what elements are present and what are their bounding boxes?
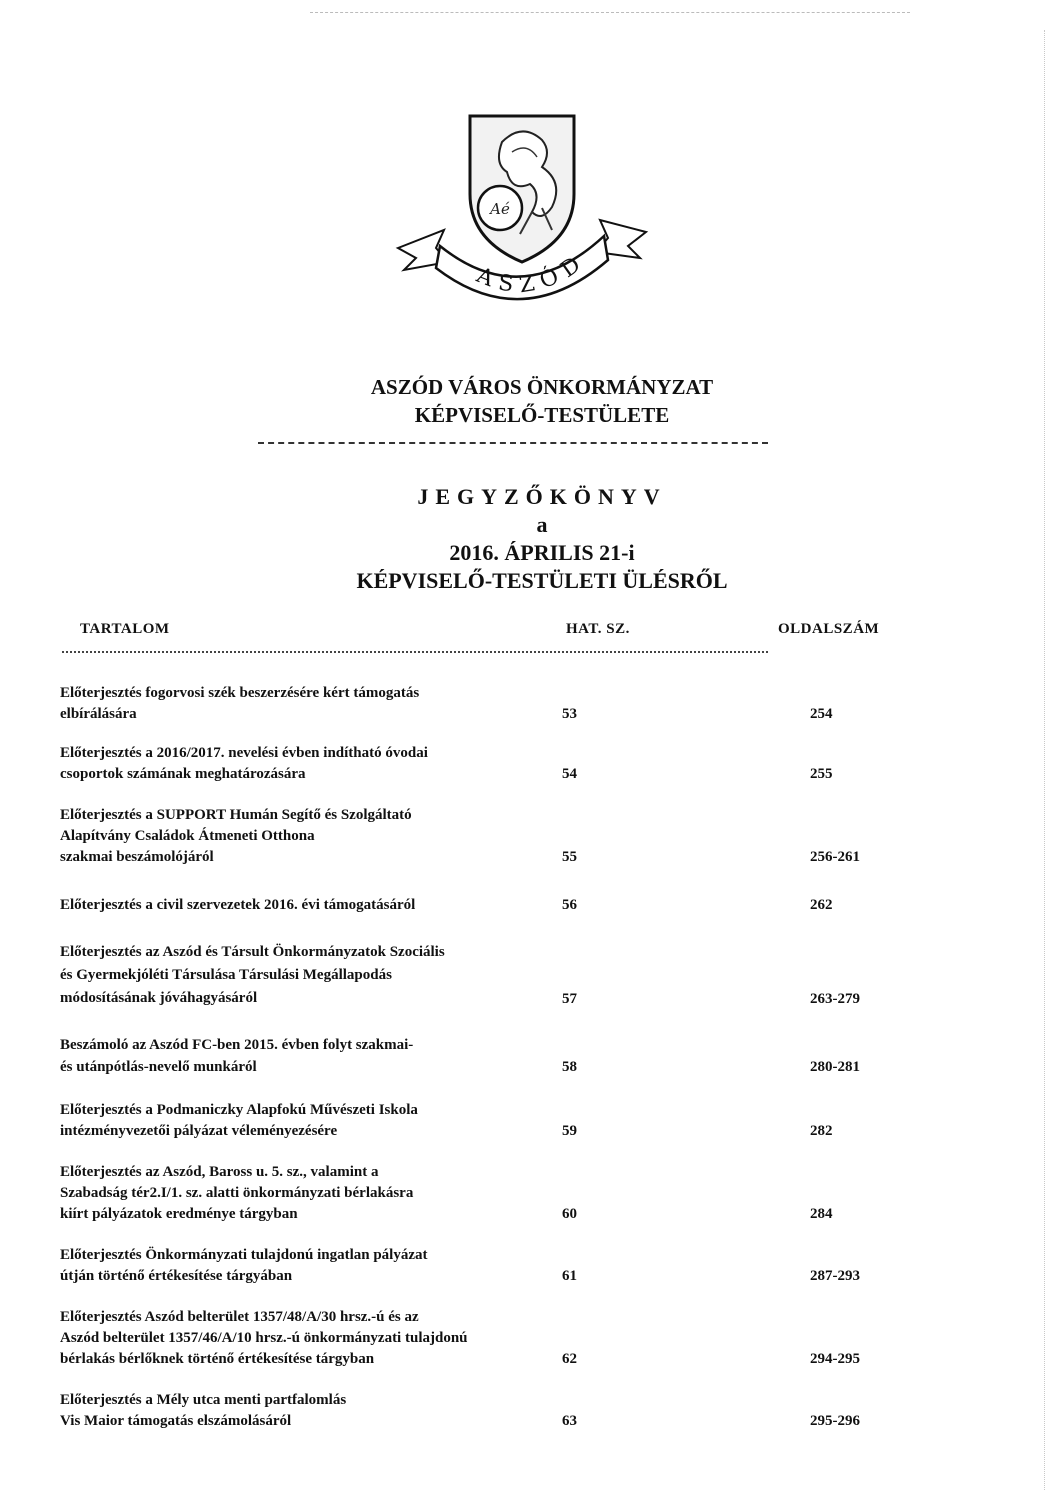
row-page-number: 263-279 <box>810 991 860 1007</box>
row-page-number: 255 <box>810 766 833 782</box>
row-resolution-number: 53 <box>562 706 577 722</box>
row-resolution-number: 56 <box>562 897 577 913</box>
row-resolution-number: 58 <box>562 1059 577 1075</box>
row-description: Előterjesztés Aszód belterület 1357/48/A/30 hrsz.-ú és az Aszód belterület 1357/46/A/10 hrsz.-ú önkormányzati tulajdonú bérlakás bérlőknek történő értékesítése tárgyban <box>60 1309 468 1367</box>
row-resolution-number: 55 <box>562 849 577 865</box>
table-row <box>0 683 1060 725</box>
title-date: 2016. ÁPRILIS 21-i <box>449 540 635 565</box>
row-resolution-number: 63 <box>562 1413 577 1429</box>
row-resolution-number: 59 <box>562 1123 577 1139</box>
shield-monogram: Aé <box>490 200 510 218</box>
row-description: Előterjesztés a SUPPORT Humán Segítő és Szolgáltató Alapítvány Családok Átmeneti Otthona szakmai beszámolójáról <box>60 807 412 865</box>
row-description: Előterjesztés a civil szervezetek 2016. évi támogatásáról <box>60 897 416 913</box>
table-row <box>0 1162 1060 1225</box>
row-page-number: 295-296 <box>810 1413 860 1429</box>
aszod-coat-of-arms <box>392 112 652 318</box>
row-resolution-number: 60 <box>562 1206 577 1222</box>
title-a: a <box>536 512 548 537</box>
row-resolution-number: 57 <box>562 991 577 1007</box>
table-row <box>0 1034 1060 1078</box>
title-meeting: KÉPVISELŐ-TESTÜLETI ÜLÉSRŐL <box>356 568 728 593</box>
table-row <box>0 1307 1060 1370</box>
row-page-number: 254 <box>810 706 833 722</box>
column-header-oldalszam: OLDALSZÁM <box>778 621 880 637</box>
table-row <box>0 895 1060 916</box>
org-line-2: KÉPVISELŐ-TESTÜLETE <box>414 403 670 427</box>
organization-name <box>0 373 1060 429</box>
table-row <box>0 1245 1060 1287</box>
row-description: Előterjesztés a Mély utca menti partfalomlás Vis Maior támogatás elszámolásáról <box>60 1392 347 1429</box>
row-resolution-number: 61 <box>562 1268 577 1284</box>
row-description: Előterjesztés az Aszód és Társult Önkormányzatok Szociális és Gyermekjóléti Társulása Társulási Megállapodás módosításának jóváhagyásáról <box>60 944 445 1006</box>
row-description: Előterjesztés a Podmaniczky Alapfokú Művészeti Iskola intézményvezetői pályázat véleményezésére <box>60 1102 418 1139</box>
row-description: Előterjesztés Önkormányzati tulajdonú ingatlan pályázat útján történő értékesítése tárgyában <box>60 1247 428 1284</box>
row-page-number: 287-293 <box>810 1268 860 1284</box>
table-row <box>0 1100 1060 1142</box>
table-row <box>0 743 1060 785</box>
table-row <box>0 805 1060 868</box>
title-jegyzokonyv: JEGYZŐKÖNYV <box>417 484 667 509</box>
row-page-number: 280-281 <box>810 1059 860 1075</box>
table-row <box>0 1390 1060 1432</box>
scan-top-edge <box>310 12 910 13</box>
row-page-number: 284 <box>810 1206 833 1222</box>
dashed-divider <box>258 442 768 444</box>
row-description: Előterjesztés a 2016/2017. nevelési évben indítható óvodai csoportok számának meghatározására <box>60 745 428 782</box>
row-page-number: 294-295 <box>810 1351 860 1367</box>
row-resolution-number: 54 <box>562 766 577 782</box>
column-header-tartalom: TARTALOM <box>80 621 170 637</box>
shield-icon <box>470 116 574 262</box>
table-row <box>0 941 1060 1010</box>
org-line-1: ASZÓD VÁROS ÖNKORMÁNYZAT <box>370 375 714 399</box>
ribbon-text: ASZÓD <box>472 247 592 299</box>
row-description: Előterjesztés fogorvosi szék beszerzésére kért támogatás elbírálására <box>60 685 420 722</box>
row-page-number: 262 <box>810 897 833 913</box>
column-header-hat-sz: HAT. SZ. <box>566 621 630 637</box>
document-title <box>0 483 1060 595</box>
row-resolution-number: 62 <box>562 1351 577 1367</box>
row-description: Előterjesztés az Aszód, Baross u. 5. sz., valamint a Szabadság tér2.I/1. sz. alatti önkormányzati bérlakásra kiírt pályázatok eredménye tárgyban <box>60 1164 414 1222</box>
dotted-divider <box>62 651 768 653</box>
row-description: Beszámoló az Aszód FC-ben 2015. évben folyt szakmai- és utánpótlás-nevelő munkáról <box>60 1037 414 1075</box>
row-page-number: 256-261 <box>810 849 860 865</box>
row-page-number: 282 <box>810 1123 833 1139</box>
